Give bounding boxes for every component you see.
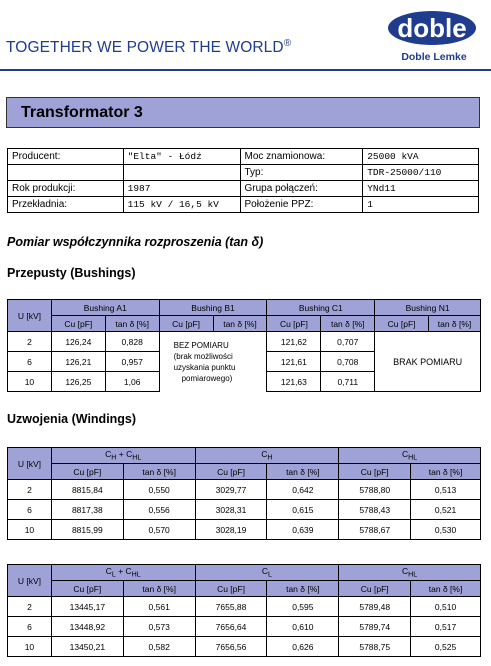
u-value: 10 xyxy=(8,637,52,657)
info-label: Producent: xyxy=(8,149,124,165)
info-value: YNd11 xyxy=(363,181,479,197)
cell: 0,517 xyxy=(411,617,481,637)
cell: 0,639 xyxy=(267,520,339,540)
cell: 8815,84 xyxy=(51,480,123,500)
n1-no-measurement-note: BRAK POMIARU xyxy=(375,332,481,392)
info-row xyxy=(8,197,479,213)
b1-no-measurement-note: BEZ POMIARU (brak możliwości uzyskania punktu pomiarowego) xyxy=(159,332,267,392)
transformer-info-table xyxy=(7,148,479,213)
tan-header: tan δ [%] xyxy=(429,316,481,332)
cu-header: Cu [pF] xyxy=(339,464,411,480)
tan-header: tan δ [%] xyxy=(267,464,339,480)
table-row xyxy=(8,332,481,352)
cell: 0,525 xyxy=(411,637,481,657)
cell: 3029,77 xyxy=(195,480,267,500)
u-header: U [kV] xyxy=(8,300,52,332)
cell: 3028,19 xyxy=(195,520,267,540)
cell: 0,570 xyxy=(123,520,195,540)
table-row xyxy=(8,597,481,617)
doble-logo xyxy=(386,8,478,66)
cu-header: Cu [pF] xyxy=(195,464,267,480)
u-value: 6 xyxy=(8,500,52,520)
cell: 0,561 xyxy=(123,597,195,617)
cell: 7656,64 xyxy=(195,617,267,637)
tan-header: tan δ [%] xyxy=(411,464,481,480)
section-heading-dissipation: Pomiar współczynnika rozproszenia (tan δ) xyxy=(7,235,264,249)
u-header: U [kV] xyxy=(8,448,52,480)
cell: 5788,67 xyxy=(339,520,411,540)
cu-header: Cu [pF] xyxy=(51,316,105,332)
windings-table-high xyxy=(7,447,481,540)
cell: 5788,75 xyxy=(339,637,411,657)
svg-text:Doble Lemke: Doble Lemke xyxy=(401,51,467,63)
cell: 0,550 xyxy=(123,480,195,500)
info-label: Rok produkcji: xyxy=(8,181,124,197)
cell: 13448,92 xyxy=(51,617,123,637)
info-label xyxy=(8,165,124,181)
cell: 126,21 xyxy=(51,352,105,372)
windings-table-low xyxy=(7,564,481,657)
cu-header: Cu [pF] xyxy=(267,316,321,332)
u-value: 2 xyxy=(8,597,52,617)
u-value: 10 xyxy=(8,372,52,392)
cell: 0,828 xyxy=(105,332,159,352)
info-row xyxy=(8,149,479,165)
table-row xyxy=(8,520,481,540)
info-label: Przekładnia: xyxy=(8,197,124,213)
tan-header: tan δ [%] xyxy=(267,581,339,597)
cell: 0,708 xyxy=(321,352,375,372)
info-label: Moc znamionowa: xyxy=(240,149,363,165)
cell: 5789,48 xyxy=(339,597,411,617)
section-heading-windings: Uzwojenia (Windings) xyxy=(7,412,137,426)
cu-header: Cu [pF] xyxy=(195,581,267,597)
cell: 3028,31 xyxy=(195,500,267,520)
cell: 13445,17 xyxy=(51,597,123,617)
cell: 0,707 xyxy=(321,332,375,352)
tan-header: tan δ [%] xyxy=(213,316,267,332)
cell: 0,521 xyxy=(411,500,481,520)
bushings-table xyxy=(7,299,481,392)
cu-header: Cu [pF] xyxy=(339,581,411,597)
cu-header: Cu [pF] xyxy=(51,581,123,597)
group-header: Bushing N1 xyxy=(375,300,481,316)
group-header: Bushing A1 xyxy=(51,300,159,316)
cell: 121,61 xyxy=(267,352,321,372)
group-header: Bushing C1 xyxy=(267,300,375,316)
cell: 1,06 xyxy=(105,372,159,392)
u-value: 2 xyxy=(8,480,52,500)
info-row xyxy=(8,165,479,181)
cell: 0,642 xyxy=(267,480,339,500)
cell: 0,711 xyxy=(321,372,375,392)
u-value: 6 xyxy=(8,617,52,637)
table-row xyxy=(8,617,481,637)
cell: 0,573 xyxy=(123,617,195,637)
header-divider xyxy=(0,69,491,71)
cell: 0,556 xyxy=(123,500,195,520)
page-title: Transformator 3 xyxy=(21,104,143,121)
info-label: Grupa połączeń: xyxy=(240,181,363,197)
cell: 8817,38 xyxy=(51,500,123,520)
cell: 0,626 xyxy=(267,637,339,657)
cu-header: Cu [pF] xyxy=(159,316,213,332)
table-row xyxy=(8,500,481,520)
tan-header: tan δ [%] xyxy=(123,581,195,597)
section-heading-bushings: Przepusty (Bushings) xyxy=(7,266,136,280)
table-row xyxy=(8,480,481,500)
cu-header: Cu [pF] xyxy=(51,464,123,480)
cell: 5788,43 xyxy=(339,500,411,520)
info-row xyxy=(8,181,479,197)
info-label: Położenie PPZ: xyxy=(240,197,363,213)
cell: 0,582 xyxy=(123,637,195,657)
cu-header: Cu [pF] xyxy=(375,316,429,332)
title-banner xyxy=(6,97,480,128)
group-header: $C_L$ xyxy=(195,565,339,581)
info-value: 115 kV / 16,5 kV xyxy=(123,197,240,213)
group-header: $C_H + C_{HL}$ xyxy=(51,448,195,464)
info-value: "Elta" - Łódź xyxy=(123,149,240,165)
cell: 7656,56 xyxy=(195,637,267,657)
tan-header: tan δ [%] xyxy=(123,464,195,480)
cell: 13450,21 xyxy=(51,637,123,657)
cell: 5789,74 xyxy=(339,617,411,637)
cell: 121,63 xyxy=(267,372,321,392)
info-value: 25000 kVA xyxy=(363,149,479,165)
info-label: Typ: xyxy=(240,165,363,181)
cell: 0,610 xyxy=(267,617,339,637)
cell: 7655,88 xyxy=(195,597,267,617)
group-header: $C_L + C_{HL}$ xyxy=(51,565,195,581)
info-value: TDR-25000/110 xyxy=(363,165,479,181)
cell: 0,510 xyxy=(411,597,481,617)
tan-header: tan δ [%] xyxy=(321,316,375,332)
info-value: 1 xyxy=(363,197,479,213)
cell: 126,24 xyxy=(51,332,105,352)
tan-header: tan δ [%] xyxy=(105,316,159,332)
cell: 126,25 xyxy=(51,372,105,392)
u-value: 2 xyxy=(8,332,52,352)
group-header: $C_H$ xyxy=(195,448,339,464)
info-value xyxy=(123,165,240,181)
cell: 0,513 xyxy=(411,480,481,500)
cell: 5788,80 xyxy=(339,480,411,500)
cell: 0,595 xyxy=(267,597,339,617)
u-value: 10 xyxy=(8,520,52,540)
u-value: 6 xyxy=(8,352,52,372)
tan-header: tan δ [%] xyxy=(411,581,481,597)
cell: 121,62 xyxy=(267,332,321,352)
u-header: U [kV] xyxy=(8,565,52,597)
group-header: Bushing B1 xyxy=(159,300,267,316)
tagline: TOGETHER WE POWER THE WORLD® xyxy=(6,38,292,57)
info-value: 1987 xyxy=(123,181,240,197)
cell: 0,615 xyxy=(267,500,339,520)
table-row xyxy=(8,637,481,657)
svg-text:doble: doble xyxy=(397,13,467,43)
group-header: $C_{HL}$ xyxy=(339,565,481,581)
group-header: $C_{HL}$ xyxy=(339,448,481,464)
cell: 8815,99 xyxy=(51,520,123,540)
cell: 0,530 xyxy=(411,520,481,540)
cell: 0,957 xyxy=(105,352,159,372)
